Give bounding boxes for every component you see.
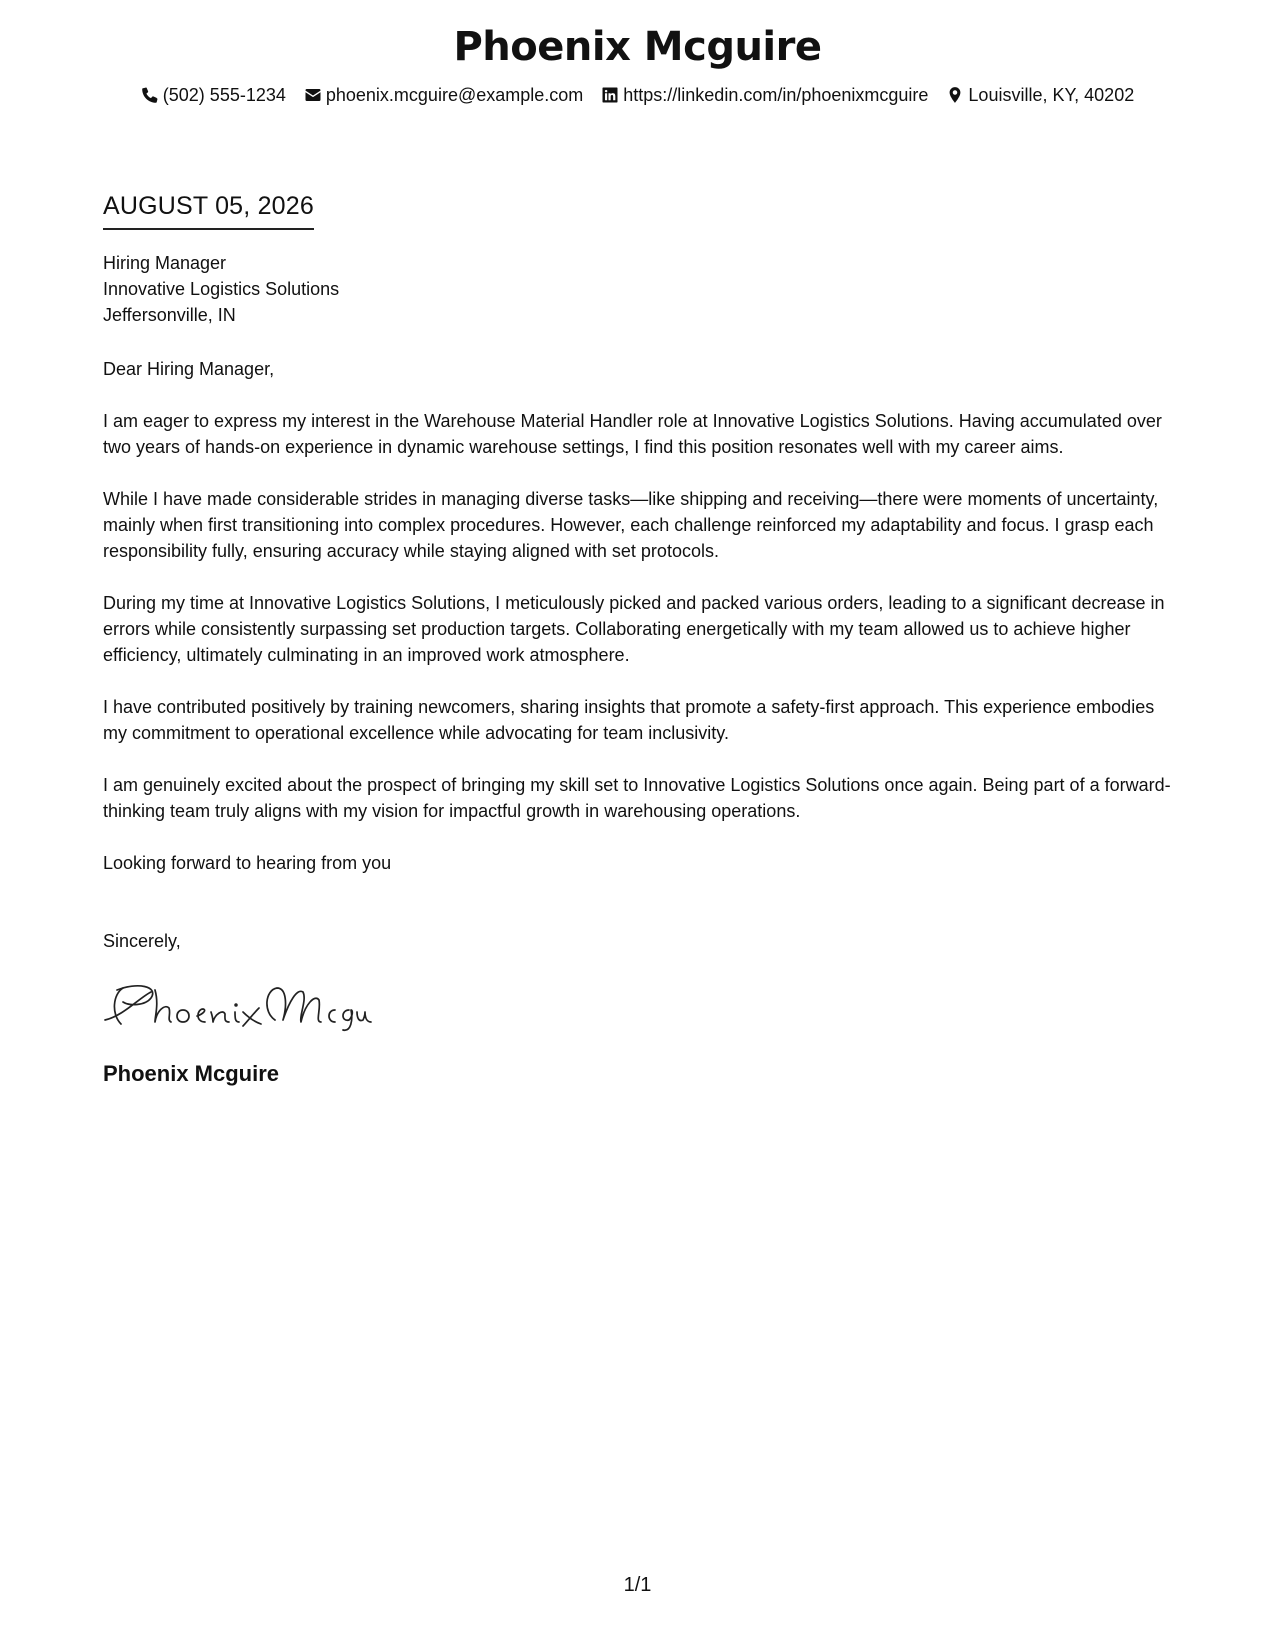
body-paragraph: During my time at Innovative Logistics Solutions, I meticulously picked and packed various orders, leading to a significant decrease in errors while consistently surpassing set production targets. Collaborating energetically with my team allowed us to achieve higher efficiency, ultimately culminating in an improved work atmosphere. xyxy=(103,593,1165,665)
letter-header xyxy=(0,20,1275,106)
contact-email[interactable] xyxy=(304,84,583,106)
contact-linkedin[interactable] xyxy=(601,84,928,106)
contact-row xyxy=(0,84,1275,106)
body-paragraph: I am genuinely excited about the prospect of bringing my skill set to Innovative Logistics Solutions once again. Being part of a forward-thinking team truly aligns with my vision for impactful growth in warehousing operations. xyxy=(103,775,1171,821)
recipient-company: Innovative Logistics Solutions xyxy=(103,279,340,299)
page-number: 1/1 xyxy=(623,1574,652,1596)
linkedin-text: https://linkedin.com/in/phoenixmcguire xyxy=(623,85,929,105)
location-text: Louisville, KY, 40202 xyxy=(968,85,1135,105)
phone-icon xyxy=(141,86,159,104)
envelope-icon xyxy=(304,86,322,104)
closing-line: Looking forward to hearing from you xyxy=(103,853,392,873)
signoff: Sincerely, xyxy=(103,931,181,951)
letter-date: AUGUST 05, 2026 xyxy=(103,190,314,230)
recipient-title: Hiring Manager xyxy=(103,253,227,273)
letter-body xyxy=(103,190,1173,1088)
body-paragraph: While I have made considerable strides in managing diverse tasks—like shipping and receiving—there were moments of uncertainty, mainly when first transitioning into complex procedures. However, each challenge reinforced my adaptability and focus. I grasp each responsibility fully, ensuring accuracy while staying aligned with set protocols. xyxy=(103,489,1159,561)
linkedin-icon xyxy=(601,86,619,104)
map-marker-icon xyxy=(946,86,964,104)
recipient-location: Jeffersonville, IN xyxy=(103,305,236,325)
signer-name: Phoenix Mcguire xyxy=(103,1061,280,1086)
body-paragraph: I have contributed positively by training newcomers, sharing insights that promote a safety-first approach. This experience embodies my commitment to operational excellence while advocating for team inclusivity. xyxy=(103,697,1155,743)
body-paragraph: I am eager to express my interest in the Warehouse Material Handler role at Innovative Logistics Solutions. Having accumulated over two years of hands-on experience in dynamic warehouse settings, I find this position resonates well with my career aims. xyxy=(103,411,1162,457)
phone-text: (502) 555-1234 xyxy=(162,85,286,105)
email-text: phoenix.mcguire@example.com xyxy=(325,85,584,105)
contact-phone[interactable] xyxy=(141,84,286,106)
salutation: Dear Hiring Manager, xyxy=(103,359,275,379)
applicant-name: Phoenix Mcguire xyxy=(453,24,822,70)
contact-location xyxy=(946,84,1134,106)
handwritten-signature xyxy=(103,976,373,1032)
recipient-block xyxy=(103,250,1173,328)
